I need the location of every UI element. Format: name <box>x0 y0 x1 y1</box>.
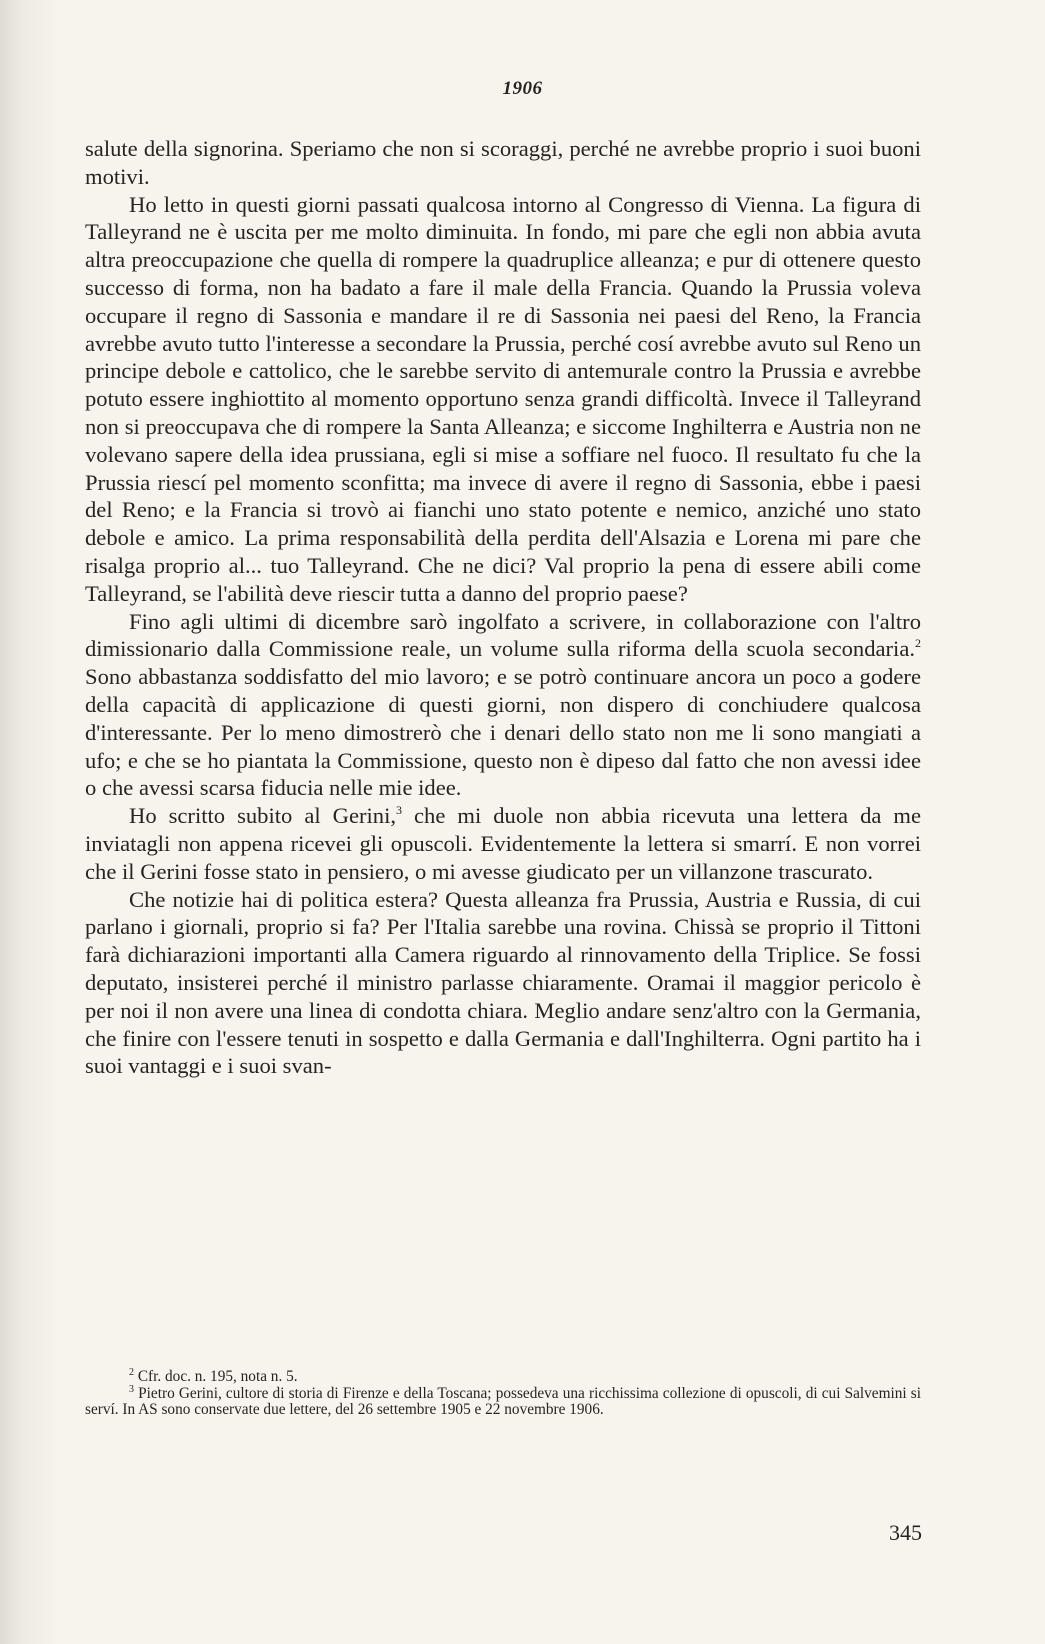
footnote-text: Pietro Gerini, cultore di storia di Firenze e della Toscana; possedeva una ricchissima collezione di opuscoli, di cui Salvemini si serví. In AS sono conservate due lettere, del 26 settembre 1905 e 22 novembre 1906. <box>85 1384 921 1419</box>
paragraph-text: Ho letto in questi giorni passati qualcosa intorno al Congresso di Vienna. La figura di Talleyrand ne è uscita per me molto diminuita. In fondo, mi pare che egli non abbia avuta altra preoccupazione che quella di rompere la quadruplice alleanza; e pur di ottenere questo successo di forma, non ha badato a fare il male della Francia. Quando la Prussia voleva occupare il regno di Sassonia e mandare il re di Sassonia nei paesi del Reno, la Francia avrebbe avuto tutto l'interesse a secondare la Prussia, perché cosí avrebbe avuto sul Reno un principe debole e cattolico, che le sarebbe servito di antemurale contro la Prussia e avrebbe potuto essere inghiottito al momento opportuno senza grandi difficoltà. Invece il Talleyrand non si preoccupava che di rompere la Santa Alleanza; e siccome Inghilterra e Austria non ne volevano sapere della idea prussiana, egli si mise a soffiare nel fuoco. Il resultato fu che la Prussia riescí pel momento sconfitta; ma invece di avere il regno di Sassonia, ebbe i paesi del Reno; e la Francia si trovò ai fianchi uno stato potente e nemico, anziché uno stato debole e amico. La prima responsabilità della perdita dell'Alsazia e Lorena mi pare che risalga proprio al... tuo Talleyrand. Che ne dici? Val proprio la pena di essere abili come Talleyrand, se l'abilità deve riescir tutta a danno del proprio paese? <box>85 191 921 606</box>
paragraph <box>85 802 921 885</box>
footnote-text: Cfr. doc. n. 195, nota n. 5. <box>137 1368 298 1385</box>
paragraph-text: salute della signorina. Speriamo che non si scoraggi, perché ne avrebbe proprio i suoi buoni motivi. <box>85 136 921 189</box>
footnote <box>85 1369 921 1386</box>
paragraph <box>85 886 921 1081</box>
paragraph-text: Che notizie hai di politica estera? Questa alleanza fra Prussia, Austria e Russia, di cui parlano i giornali, proprio si fa? Per l'Italia sarebbe una rovina. Chissà se proprio il Tittoni farà dichiarazioni importanti alla Camera riguardo al rinnovamento della Triplice. Se fossi deputato, insisterei perché il ministro parlasse chiaramente. Oramai il maggior pericolo è per noi il non avere una linea di condotta chiara. Meglio andare senz'altro con la Germania, che finire con l'essere tenuti in sospetto e dalla Germania e dall'Inghilterra. Ogni partito ha i suoi vantaggi e i suoi svan- <box>85 886 921 1079</box>
footnote-ref: 2 <box>915 636 921 651</box>
page-number: 345 <box>889 1520 922 1545</box>
footnote-ref: 3 <box>396 803 403 818</box>
paragraph <box>85 191 921 608</box>
letter-body <box>85 135 921 1080</box>
paragraph-text: Ho scritto subito al Gerini, <box>129 803 397 829</box>
paragraph-text: Fino agli ultimi di dicembre sarò ingolfato a scrivere, in collaborazione con l'altro dimissionario dalla Commissione reale, un volume sulla riforma della scuola secondaria. <box>85 608 921 662</box>
footnote-number: 3 <box>129 1383 134 1395</box>
running-head: 1906 <box>502 78 543 99</box>
paragraph-text: che mi duole non abbia ricevuta una lettera da me inviatagli non appena ricevei gli opuscoli. Evidentemente la lettera si smarrí. E non vorrei che il Gerini fosse stato in pensiero, o mi avesse giudicato per un villanzone trascurato. <box>85 803 922 884</box>
paragraph <box>85 135 921 191</box>
paragraph-text: Sono abbastanza soddisfatto del mio lavoro; e se potrò continuare ancora un poco a godere della capacità di applicazione di questi giorni, non dispero di conchiudere qualcosa d'interessante. Per lo meno dimostrerò che i denari dello stato non me li sono mangiati a ufo; e che se ho piantata la Commissione, questo non è dipeso dal fatto che non avessi idee o che avessi scarsa fiducia nelle mie idee. <box>85 664 921 801</box>
paragraph <box>85 608 921 803</box>
footnote-number: 2 <box>129 1367 134 1378</box>
footnote <box>85 1383 921 1419</box>
footnotes <box>85 1369 921 1419</box>
